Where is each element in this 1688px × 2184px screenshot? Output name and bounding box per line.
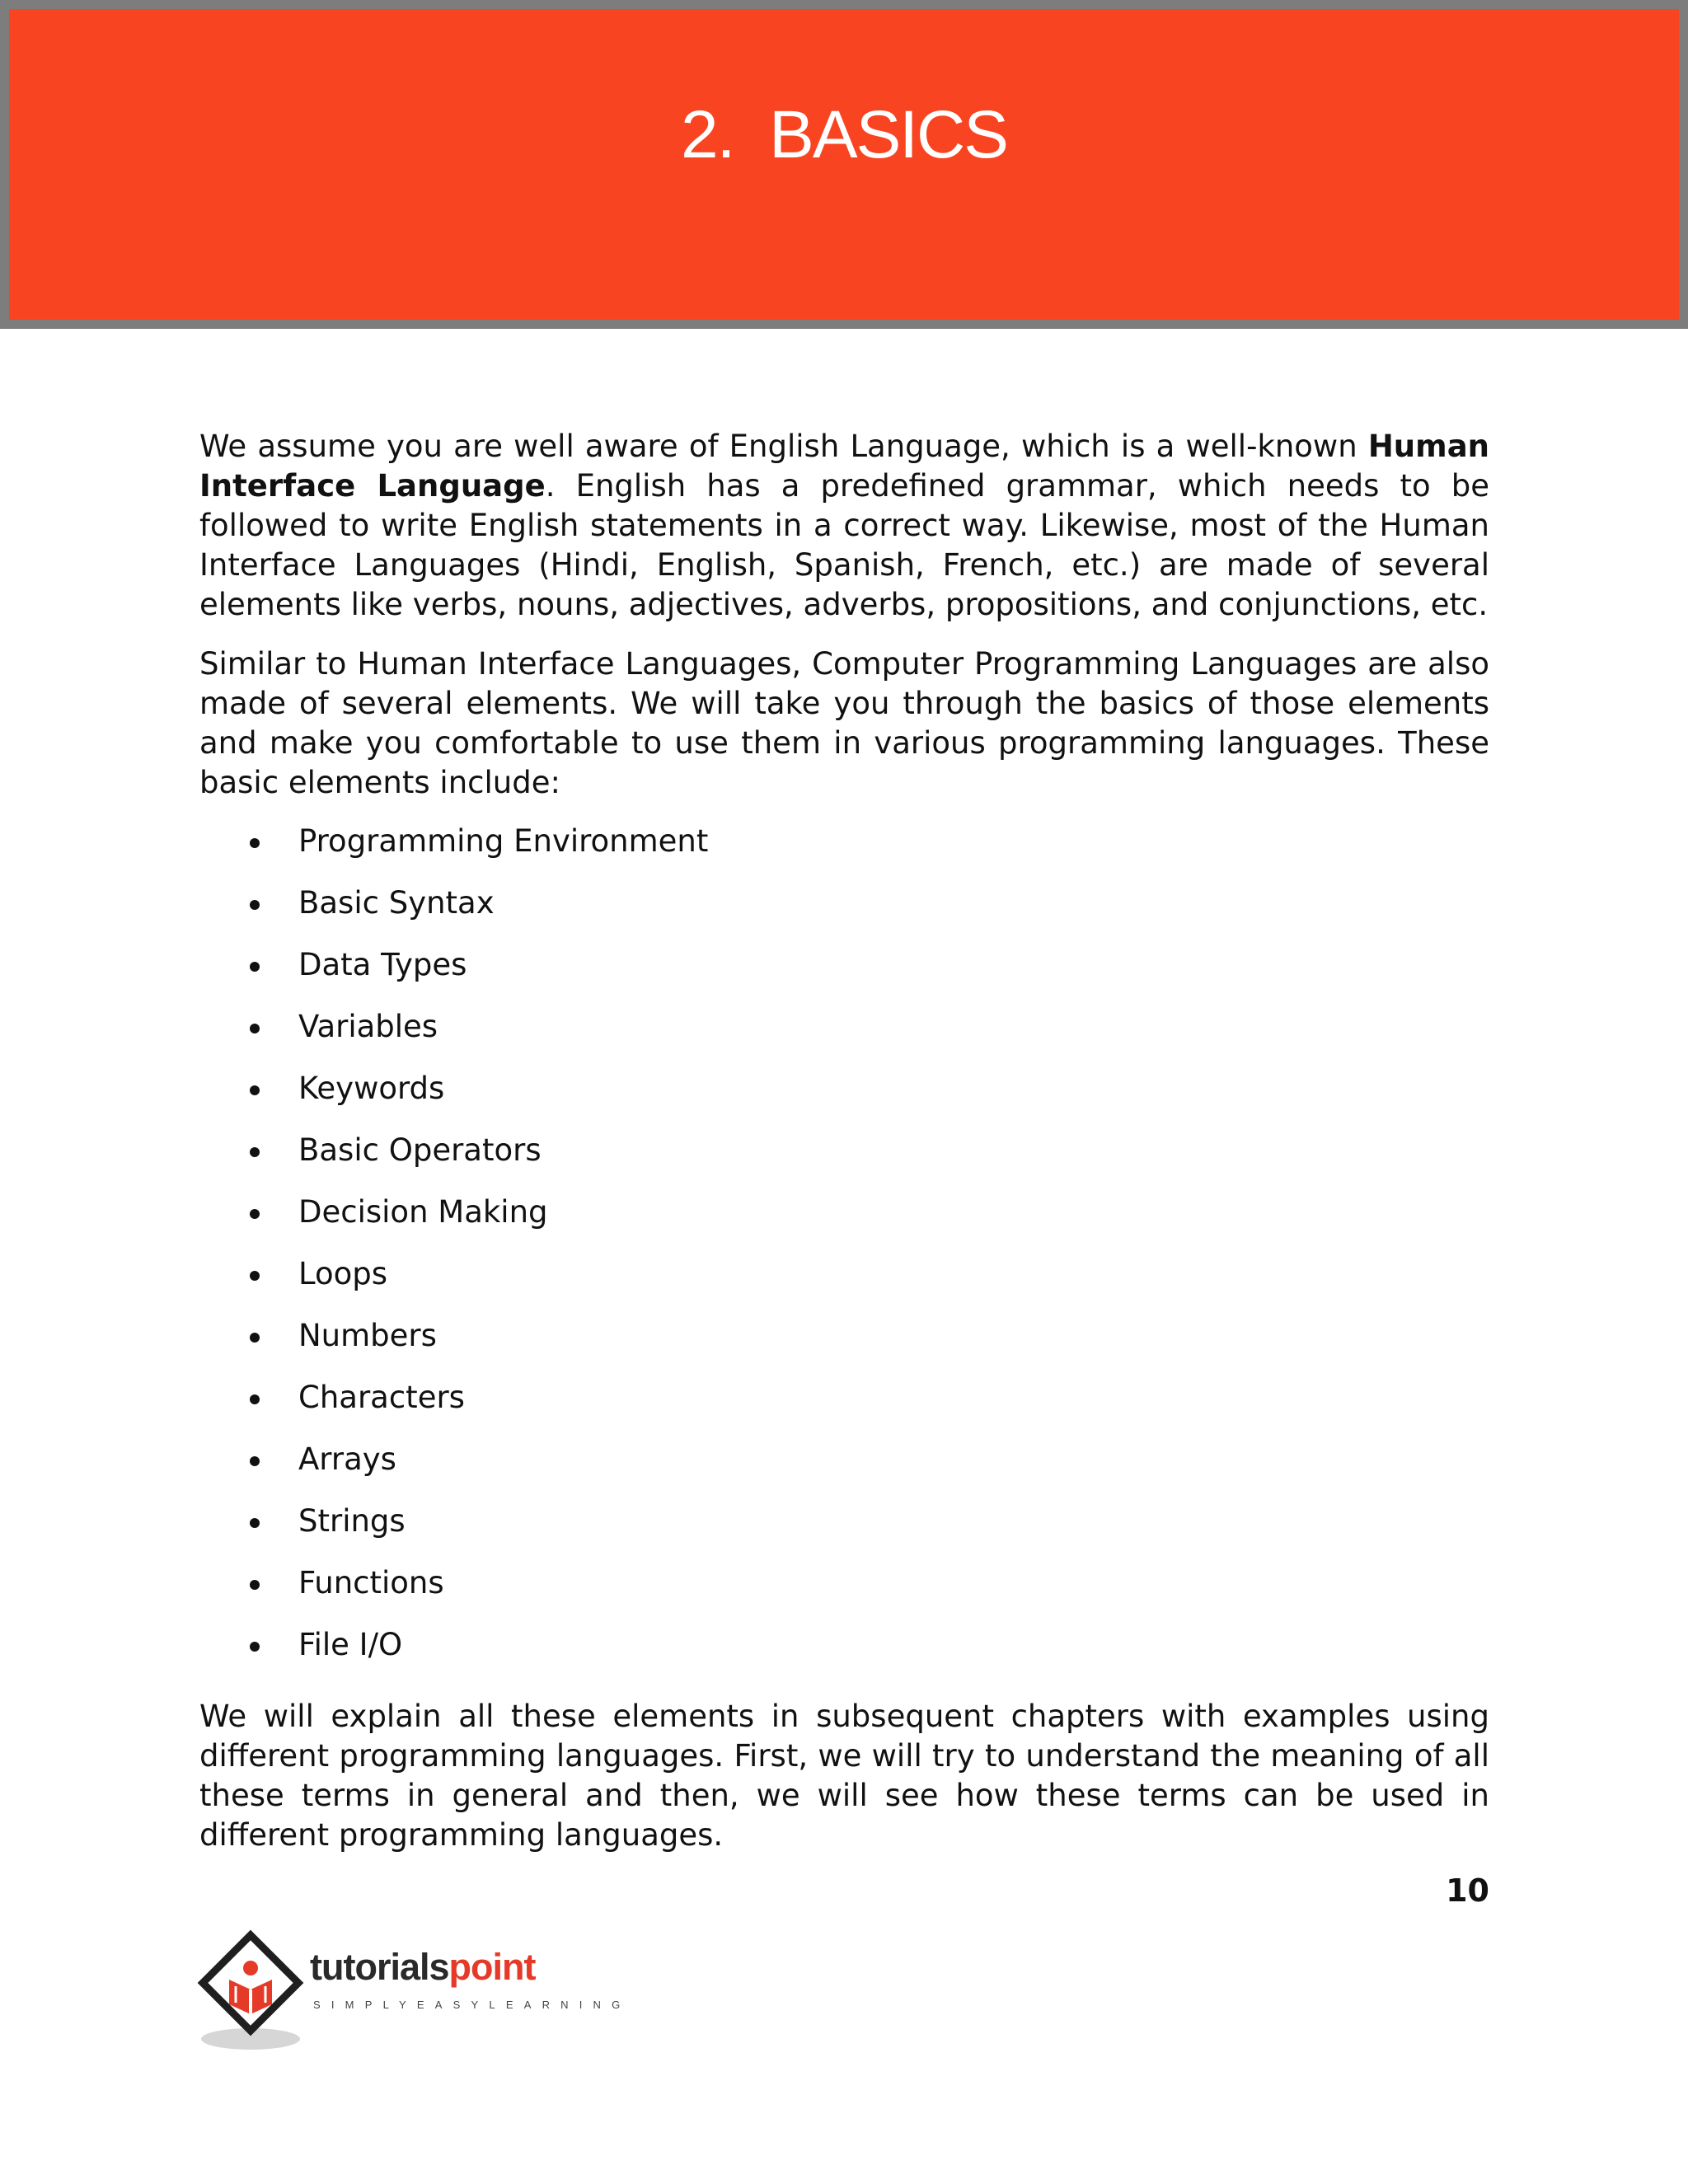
bullet-icon (250, 962, 260, 972)
list-item: Functions (199, 1560, 1489, 1622)
list-item: Decision Making (199, 1189, 1489, 1251)
list-item: Characters (199, 1375, 1489, 1436)
bullet-icon (250, 1333, 260, 1343)
page-content (199, 427, 1489, 1855)
elements-list (199, 818, 1489, 1684)
list-item: Basic Operators (199, 1127, 1489, 1189)
logo-emblem-icon (195, 1929, 310, 2052)
closing-paragraph: We will explain all these elements in subsequent chapters with examples using different programming languages. First, we will try to understand the meaning of all these terms in general and then, we will see how these terms can be used in different programming languages. (199, 1699, 1489, 1853)
list-item: File I/O (199, 1622, 1489, 1684)
bullet-icon (250, 1394, 260, 1404)
intro-paragraph-1 (199, 427, 1489, 625)
intro-bold-term: Human Interface Language (199, 429, 1489, 504)
intro-text-end: . English has a predefined grammar, which needs to be followed to write English statements in a correct way. Likewise, most of the Human Interface Languages (Hindi, English, Spanish, French, etc.) are made of several elements like verbs, nouns, adjectives, adverbs, propositions, and conjunctions, etc. (199, 468, 1489, 622)
bullet-icon (250, 838, 260, 848)
page-number: 10 (1446, 1872, 1489, 1909)
list-item: Numbers (199, 1313, 1489, 1375)
bullet-icon (250, 900, 260, 910)
list-item: Strings (199, 1498, 1489, 1560)
bullet-icon (250, 1456, 260, 1466)
bullet-icon (250, 1271, 260, 1281)
chapter-title: 2. BASICS (681, 97, 1007, 172)
list-item: Programming Environment (199, 818, 1489, 880)
bullet-icon (250, 1209, 260, 1219)
logo-wordmark: tutorialspoint (310, 1946, 536, 1988)
tutorialspoint-logo (195, 1929, 631, 2052)
intro-paragraph-2: Similar to Human Interface Languages, Computer Programming Languages are also made of several elements. We will take you through the basics of those elements and make you comfortable to use them in various programming languages. These basic elements include: (199, 646, 1489, 800)
intro-text-start: We assume you are well aware of English Language, which is a well-known (199, 429, 1368, 464)
list-item: Arrays (199, 1436, 1489, 1498)
list-item: Loops (199, 1251, 1489, 1313)
bullet-icon (250, 1024, 260, 1033)
bullet-icon (250, 1518, 260, 1528)
list-item: Basic Syntax (199, 880, 1489, 942)
list-item: Keywords (199, 1066, 1489, 1127)
list-item: Data Types (199, 942, 1489, 1004)
bullet-icon (250, 1642, 260, 1652)
list-item: Variables (199, 1004, 1489, 1066)
bullet-icon (250, 1580, 260, 1590)
bullet-icon (250, 1147, 260, 1157)
bullet-icon (250, 1085, 260, 1095)
logo-tagline: SIMPLYEASYLEARNING (313, 1999, 631, 2011)
chapter-banner (0, 0, 1688, 329)
